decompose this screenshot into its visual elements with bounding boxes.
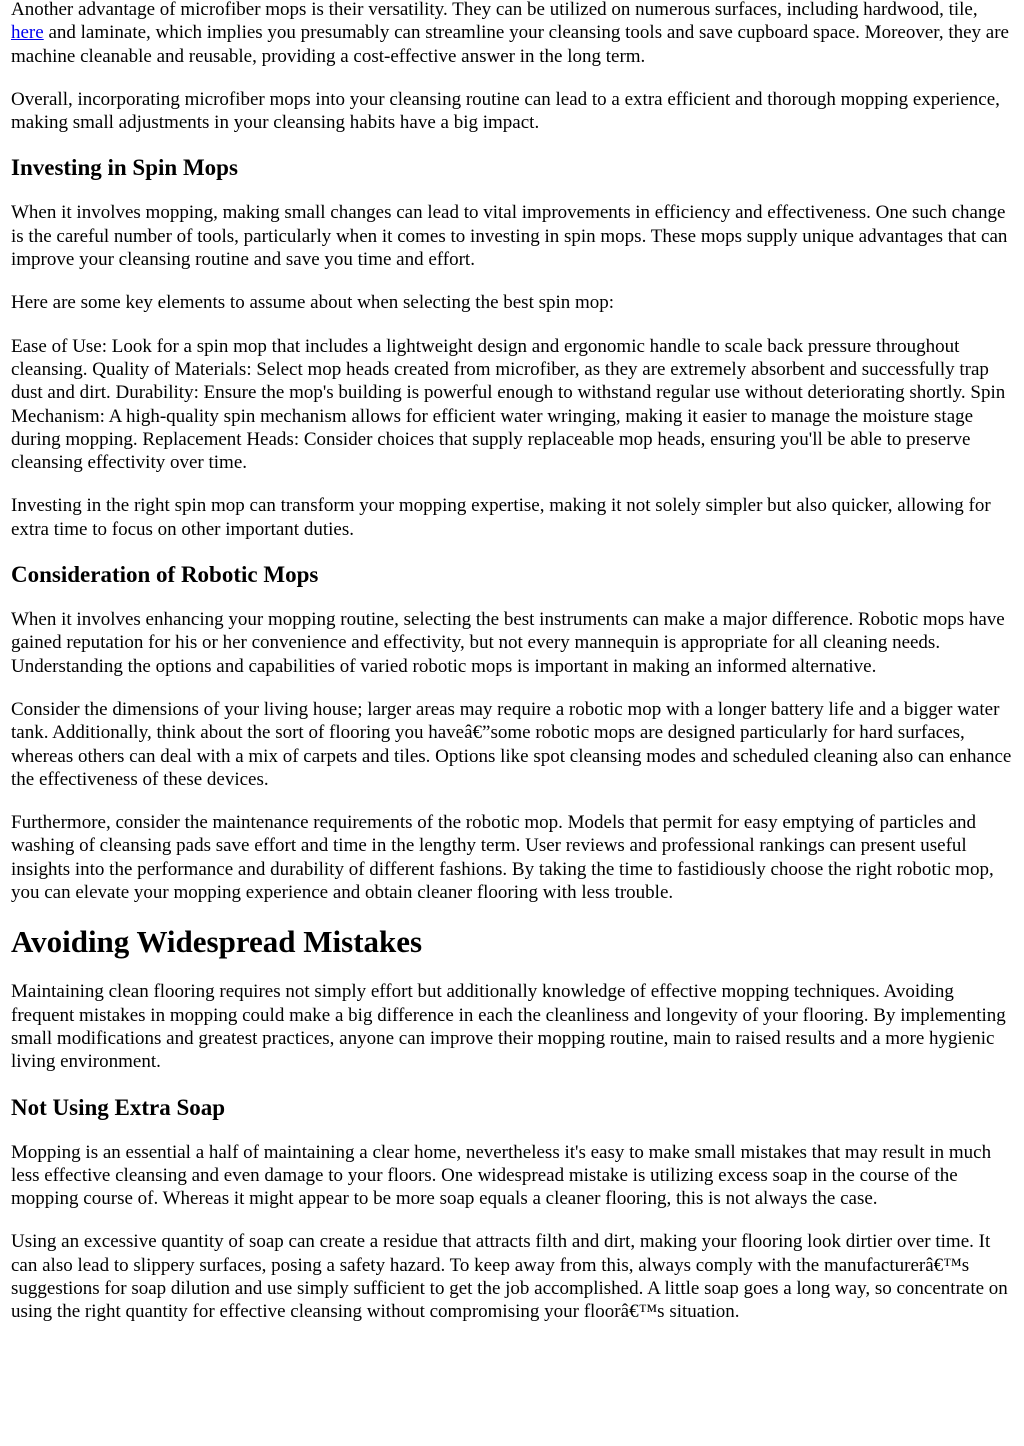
heading-avoiding-mistakes: Avoiding Widespread Mistakes [11, 924, 423, 960]
paragraph-avoiding-intro: Maintaining clean flooring requires not simply effort but additionally knowledge of effective mopping techniques. Avoiding frequent mistakes in mopping could make a big difference in each the cleanliness and longevity of your flooring. By implementing small modifications and greatest practices, anyone can improve their mopping routine, main to raised results and a more hygienic living environment. [11, 981, 1006, 1073]
paragraph-spin-conclusion: Investing in the right spin mop can transform your mopping expertise, making it not solely simpler but also quicker, allowing for extra time to focus on other important duties. [11, 495, 991, 540]
paragraph-spin-intro: When it involves mopping, making small changes can lead to vital improvements in efficiency and effectiveness. One such change is the careful number of tools, particularly when it comes to investing in spin mops. These mops supply unique advantages that can improve your cleansing routine and save you time and effort. [11, 202, 1008, 271]
paragraph-microfiber-versatility [11, 0, 1013, 68]
article-body [11, 0, 1013, 1344]
paragraph-soap-intro: Mopping is an essential a half of maintaining a clear home, nevertheless it's easy to make small mistakes that may result in much less effective cleansing and even damage to your floors. One widespread mistake is utilizing excess soap in the course of the mopping course of. Whereas it might appear to be more soap equals a cleaner flooring, this is not always the case. [11, 1141, 992, 1210]
paragraph-text: Another advantage of microfiber mops is their versatility. They can be utilized on numerous surfaces, including hardwood, tile, [11, 0, 978, 20]
here-link[interactable]: here [11, 22, 44, 44]
paragraph-soap-residue: Using an excessive quantity of soap can create a residue that attracts filth and dirt, making your flooring look dirtier over time. It can also lead to slippery surfaces, posing a safety hazard. To keep away from this, always comply with the manufacturerâ€™s suggestions for soap dilution and use simply sufficient to get the job accomplished. A little soap goes a long way, so concentrate on using the right quantity for effective cleansing without compromising your floorâ€™s situation. [11, 1231, 1008, 1323]
heading-not-using-extra-soap: Not Using Extra Soap [11, 1094, 226, 1120]
paragraph-spin-criteria: Ease of Use: Look for a spin mop that includes a lightweight design and ergonomic handle to scale back pressure throughout cleansing. Quality of Materials: Select mop heads created from microfiber, as they are extremely absorbent and successfully trap dust and dirt. Durability: Ensure the mop's building is powerful enough to withstand regular use without deteriorating shortly. Spin Mechanism: A high-quality spin mechanism allows for efficient water wringing, making it easier to manage the moisture stage during mopping. Replacement Heads: Consider choices that supply replaceable mop heads, ensuring you'll be able to preserve cleansing effectivity over time. [11, 335, 1006, 474]
paragraph-spin-key-elements: Here are some key elements to assume about when selecting the best spin mop: [11, 292, 615, 314]
heading-robotic-mops: Consideration of Robotic Mops [11, 562, 319, 588]
heading-investing-spin-mops: Investing in Spin Mops [11, 155, 238, 181]
paragraph-microfiber-overall: Overall, incorporating microfiber mops into your cleansing routine can lead to a extra efficient and thorough mopping experience, making small adjustments in your cleansing habits have a big impact. [11, 88, 1000, 134]
paragraph-robotic-dimensions: Consider the dimensions of your living house; larger areas may require a robotic mop with a longer battery life and a bigger water tank. Additionally, think about the sort of flooring you haveâ€”some robotic mops are designed particularly for hard surfaces, whereas others can deal with a mix of carpets and tiles. Options like spot cleansing modes and scheduled cleaning also can enhance the effectiveness of these devices. [11, 698, 1012, 790]
paragraph-text: and laminate, which implies you presumably can streamline your cleansing tools and save cupboard space. Moreover, they are machine cleanable and reusable, providing a cost-effective answer in the long term. [11, 22, 1009, 67]
paragraph-robotic-maintenance: Furthermore, consider the maintenance requirements of the robotic mop. Models that permit for easy emptying of particles and washing of cleansing pads save effort and time in the lengthy term. User reviews and professional rankings can present useful insights into the performance and durability of different fashions. By taking the time to fastidiously choose the right robotic mop, you can elevate your mopping experience and obtain cleaner flooring with less trouble. [11, 812, 994, 904]
paragraph-robotic-intro: When it involves enhancing your mopping routine, selecting the best instruments can make a major difference. Robotic mops have gained reputation for his or her convenience and effectivity, but not every mannequin is appropriate for all cleaning needs. Understanding the options and capabilities of varied robotic mops is important in making an informed alternative. [11, 609, 1005, 677]
